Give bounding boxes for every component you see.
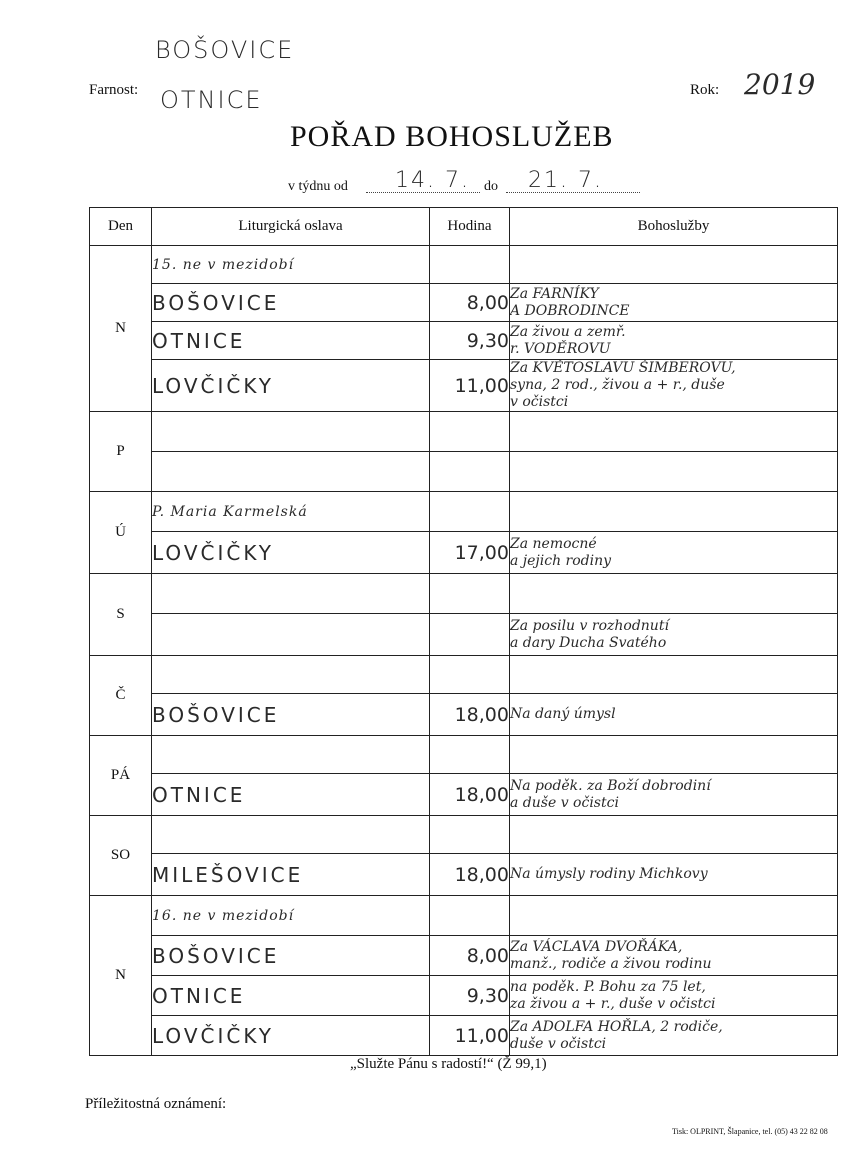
week-to-value: 21. 7. [528, 168, 603, 193]
table-row [90, 532, 838, 574]
service-cell: Za nemocné a jejich rodiny [510, 532, 838, 574]
service-cell: Za FARNÍKY A DOBRODINCE [510, 284, 838, 322]
service-cell: Za KVĚTOSLAVU ŠIMBEROVU, syna, 2 rod., živou a + r., duše v očistci [510, 360, 838, 412]
liturgy-cell [152, 452, 430, 492]
table-row [90, 896, 838, 936]
day-cell: SO [90, 816, 152, 896]
hour-cell: 8,00 [430, 936, 510, 976]
hour-cell [430, 656, 510, 694]
hour-cell: 11,00 [430, 360, 510, 412]
liturgy-cell [152, 574, 430, 614]
service-cell [510, 412, 838, 452]
liturgy-cell: P. Maria Karmelská [152, 492, 430, 532]
hour-cell: 17,00 [430, 532, 510, 574]
table-row [90, 736, 838, 774]
table-row [90, 854, 838, 896]
hour-cell: 8,00 [430, 284, 510, 322]
table-row [90, 246, 838, 284]
announcements-label: Příležitostná oznámení: [85, 1096, 227, 1112]
service-cell [510, 896, 838, 936]
service-cell: Za ADOLFA HOŘLA, 2 rodiče, duše v očistci [510, 1016, 838, 1056]
day-cell: PÁ [90, 736, 152, 816]
week-to-label: do [484, 179, 498, 194]
hour-cell: 9,30 [430, 322, 510, 360]
service-cell: Na daný úmysl [510, 694, 838, 736]
hour-cell [430, 614, 510, 656]
table-header-row [90, 208, 838, 246]
day-cell: P [90, 412, 152, 492]
day-cell: N [90, 896, 152, 1056]
table-row [90, 816, 838, 854]
liturgy-cell [152, 412, 430, 452]
parish-name-line2: OTNICE [160, 86, 263, 114]
table-row [90, 936, 838, 976]
hour-cell [430, 412, 510, 452]
hour-cell [430, 736, 510, 774]
table-row [90, 1016, 838, 1056]
service-cell: Za VÁCLAVA DVOŘÁKA, manž., rodiče a živou rodinu [510, 936, 838, 976]
service-cell: Za živou a zemř. r. VODĚROVU [510, 322, 838, 360]
service-cell [510, 736, 838, 774]
day-cell: Č [90, 656, 152, 736]
parish-label: Farnost: [89, 82, 139, 98]
parish-name-line1: BOŠOVICE [155, 36, 295, 64]
header-day: Den [90, 208, 152, 246]
table-row [90, 452, 838, 492]
page-title: POŘAD BOHOSLUŽEB [290, 120, 614, 153]
hour-cell: 18,00 [430, 774, 510, 816]
day-cell: Ú [90, 492, 152, 574]
liturgy-cell: OTNICE [152, 976, 430, 1016]
liturgy-cell [152, 816, 430, 854]
liturgy-cell: MILEŠOVICE [152, 854, 430, 896]
year-label: Rok: [690, 82, 720, 98]
liturgy-cell: BOŠOVICE [152, 936, 430, 976]
hour-cell [430, 452, 510, 492]
table-row [90, 322, 838, 360]
liturgy-cell: BOŠOVICE [152, 694, 430, 736]
table-row [90, 284, 838, 322]
service-cell [510, 574, 838, 614]
hour-cell [430, 246, 510, 284]
service-cell [510, 816, 838, 854]
liturgy-cell: LOVČIČKY [152, 1016, 430, 1056]
table-row [90, 656, 838, 694]
table-row [90, 976, 838, 1016]
schedule-table [89, 207, 838, 1056]
service-cell [510, 492, 838, 532]
week-from-label: v týdnu od [288, 179, 348, 194]
service-cell [510, 656, 838, 694]
hour-cell [430, 816, 510, 854]
header-hour: Hodina [430, 208, 510, 246]
table-row [90, 614, 838, 656]
hour-cell [430, 896, 510, 936]
liturgy-cell [152, 614, 430, 656]
liturgy-cell: 16. ne v mezidobí [152, 896, 430, 936]
hour-cell [430, 492, 510, 532]
week-from-value: 14. 7. [395, 168, 470, 193]
table-row [90, 774, 838, 816]
header-services: Bohoslužby [510, 208, 838, 246]
day-cell: S [90, 574, 152, 656]
liturgy-cell: OTNICE [152, 322, 430, 360]
service-cell [510, 452, 838, 492]
table-row [90, 360, 838, 412]
hour-cell [430, 574, 510, 614]
header-liturgy: Liturgická oslava [152, 208, 430, 246]
liturgy-cell: OTNICE [152, 774, 430, 816]
liturgy-cell [152, 656, 430, 694]
year-value: 2019 [744, 68, 816, 101]
table-row [90, 492, 838, 532]
service-cell [510, 246, 838, 284]
liturgy-cell: BOŠOVICE [152, 284, 430, 322]
table-row [90, 574, 838, 614]
service-cell: Za posilu v rozhodnutí a dary Ducha Svatého [510, 614, 838, 656]
printer-note: Tisk: OLPRINT, Šlapanice, tel. (05) 43 22 82 08 [672, 1127, 828, 1136]
hour-cell: 11,00 [430, 1016, 510, 1056]
liturgy-cell [152, 736, 430, 774]
motto: „Služte Pánu s radostí!“ (Ž 99,1) [350, 1056, 547, 1072]
service-cell: na poděk. P. Bohu za 75 let, za živou a + r., duše v očistci [510, 976, 838, 1016]
service-cell: Na poděk. za Boží dobrodiní a duše v očistci [510, 774, 838, 816]
liturgy-cell: LOVČIČKY [152, 360, 430, 412]
table-row [90, 412, 838, 452]
liturgy-cell: LOVČIČKY [152, 532, 430, 574]
hour-cell: 9,30 [430, 976, 510, 1016]
table-row [90, 694, 838, 736]
hour-cell: 18,00 [430, 854, 510, 896]
service-cell: Na úmysly rodiny Michkovy [510, 854, 838, 896]
hour-cell: 18,00 [430, 694, 510, 736]
liturgy-cell: 15. ne v mezidobí [152, 246, 430, 284]
day-cell: N [90, 246, 152, 412]
